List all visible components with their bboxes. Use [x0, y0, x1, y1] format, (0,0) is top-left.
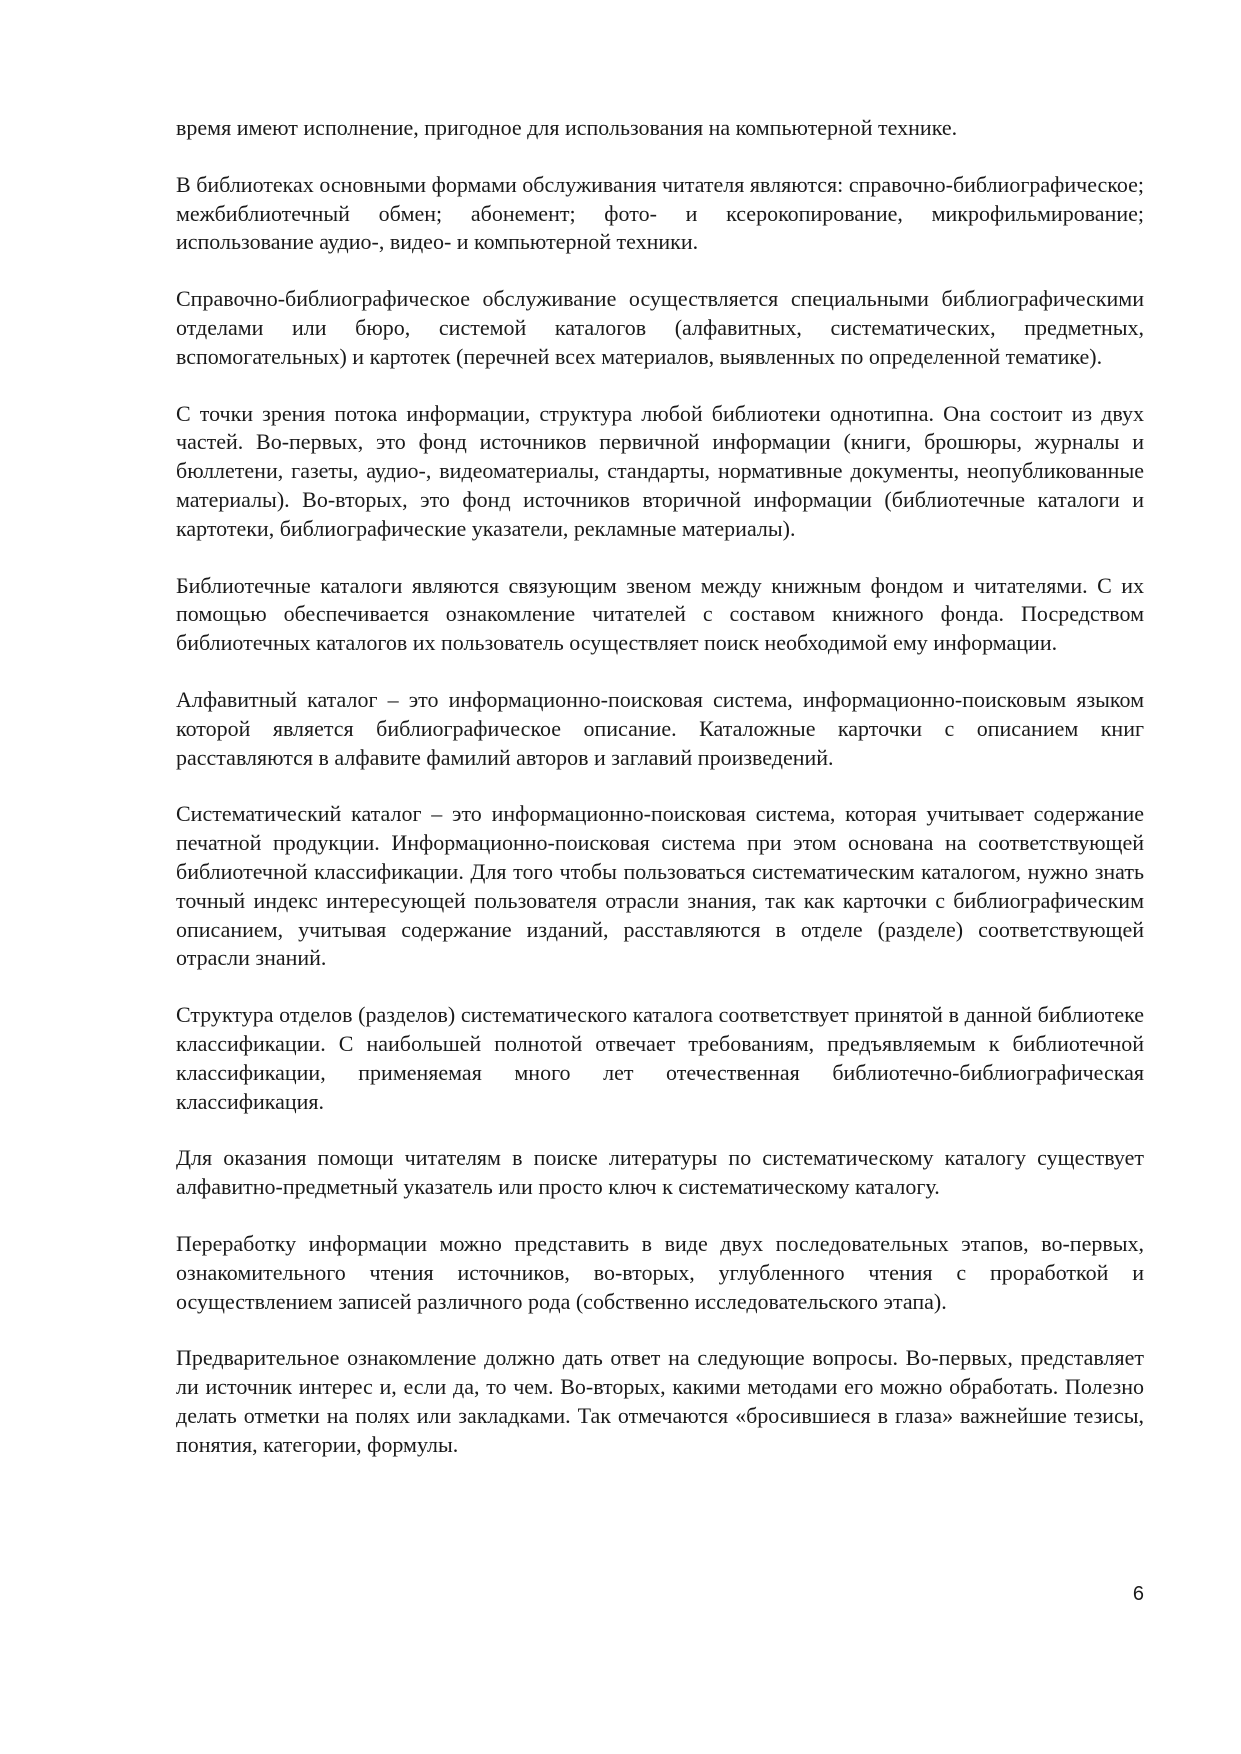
- paragraph: Предварительное ознакомление должно дать ответ на следующие вопросы. Во-первых, представляет ли источник интерес и, если да, то чем. Во-вторых, какими методами его можно обработать. Полезно делать отметки на полях или закладками. Так отмечаются «бросившиеся в глаза» важнейшие тезисы, понятия, категории, формулы.: [176, 1345, 1144, 1457]
- paragraph: Переработку информации можно представить в виде двух последовательных этапов, во-первых, ознакомительного чтения источников, во-вторых, углубленного чтения с проработкой и осуществлением записей различного рода (собственно исследовательского этапа).: [176, 1230, 1144, 1314]
- paragraph: Систематический каталог – это информационно-поисковая система, которая учитывает содержание печатной продукции. Информационно-поисковая система при этом основана на соответствующей библиотечной классификации. Для того чтобы пользоваться систематическим каталогом, нужно знать точный индекс интересующей пользователя отрасли знания, так как карточки с библиографическим описанием, учитывая содержание изданий, расставляются в отделе (разделе) соответствующей отрасли знаний.: [176, 801, 1144, 971]
- paragraph: Алфавитный каталог – это информационно-поисковая система, информационно-поисковым языком которой является библиографическое описание. Каталожные карточки с описанием книг расставляются в алфавите фамилий авторов и заглавий произведений.: [176, 686, 1144, 770]
- paragraph: Библиотечные каталоги являются связующим звеном между книжным фондом и читателями. С их помощью обеспечивается ознакомление читателей с составом книжного фонда. Посредством библиотечных каталогов их пользователь осуществляет поиск необходимой ему информации.: [176, 572, 1144, 656]
- document-body: [176, 114, 1144, 1487]
- paragraph: С точки зрения потока информации, структура любой библиотеки однотипна. Она состоит из двух частей. Во-первых, это фонд источников первичной информации (книги, брошюры, журналы и бюллетени, газеты, аудио-, видеоматериалы, стандарты, нормативные документы, неопубликованные материалы). Во-вторых, это фонд источников вторичной информации (библиотечные каталоги и картотеки, библиографические указатели, рекламные материалы).: [176, 400, 1144, 541]
- page-number: 6: [1132, 1583, 1144, 1605]
- paragraph: В библиотеках основными формами обслуживания читателя являются: справочно-библиографическое; межбиблиотечный обмен; абонемент; фото- и ксерокопирование, микрофильмирование; использование аудио-, видео- и компьютерной техники.: [176, 171, 1144, 255]
- paragraph: Для оказания помощи читателям в поиске литературы по систематическому каталогу существует алфавитно-предметный указатель или просто ключ к систематическому каталогу.: [176, 1145, 1144, 1200]
- paragraph: Структура отделов (разделов) систематического каталога соответствует принятой в данной библиотеке классификации. С наибольшей полнотой отвечает требованиям, предъявляемым к библиотечной классификации, применяемая много лет отечественная библиотечно-библиографическая классификация.: [176, 1002, 1144, 1114]
- paragraph: время имеют исполнение, пригодное для использования на компьютерной технике.: [176, 115, 958, 140]
- paragraph: Справочно-библиографическое обслуживание осуществляется специальными библиографическими отделами или бюро, системой каталогов (алфавитных, систематических, предметных, вспомогательных) и картотек (перечней всех материалов, выявленных по определенной тематике).: [176, 286, 1144, 369]
